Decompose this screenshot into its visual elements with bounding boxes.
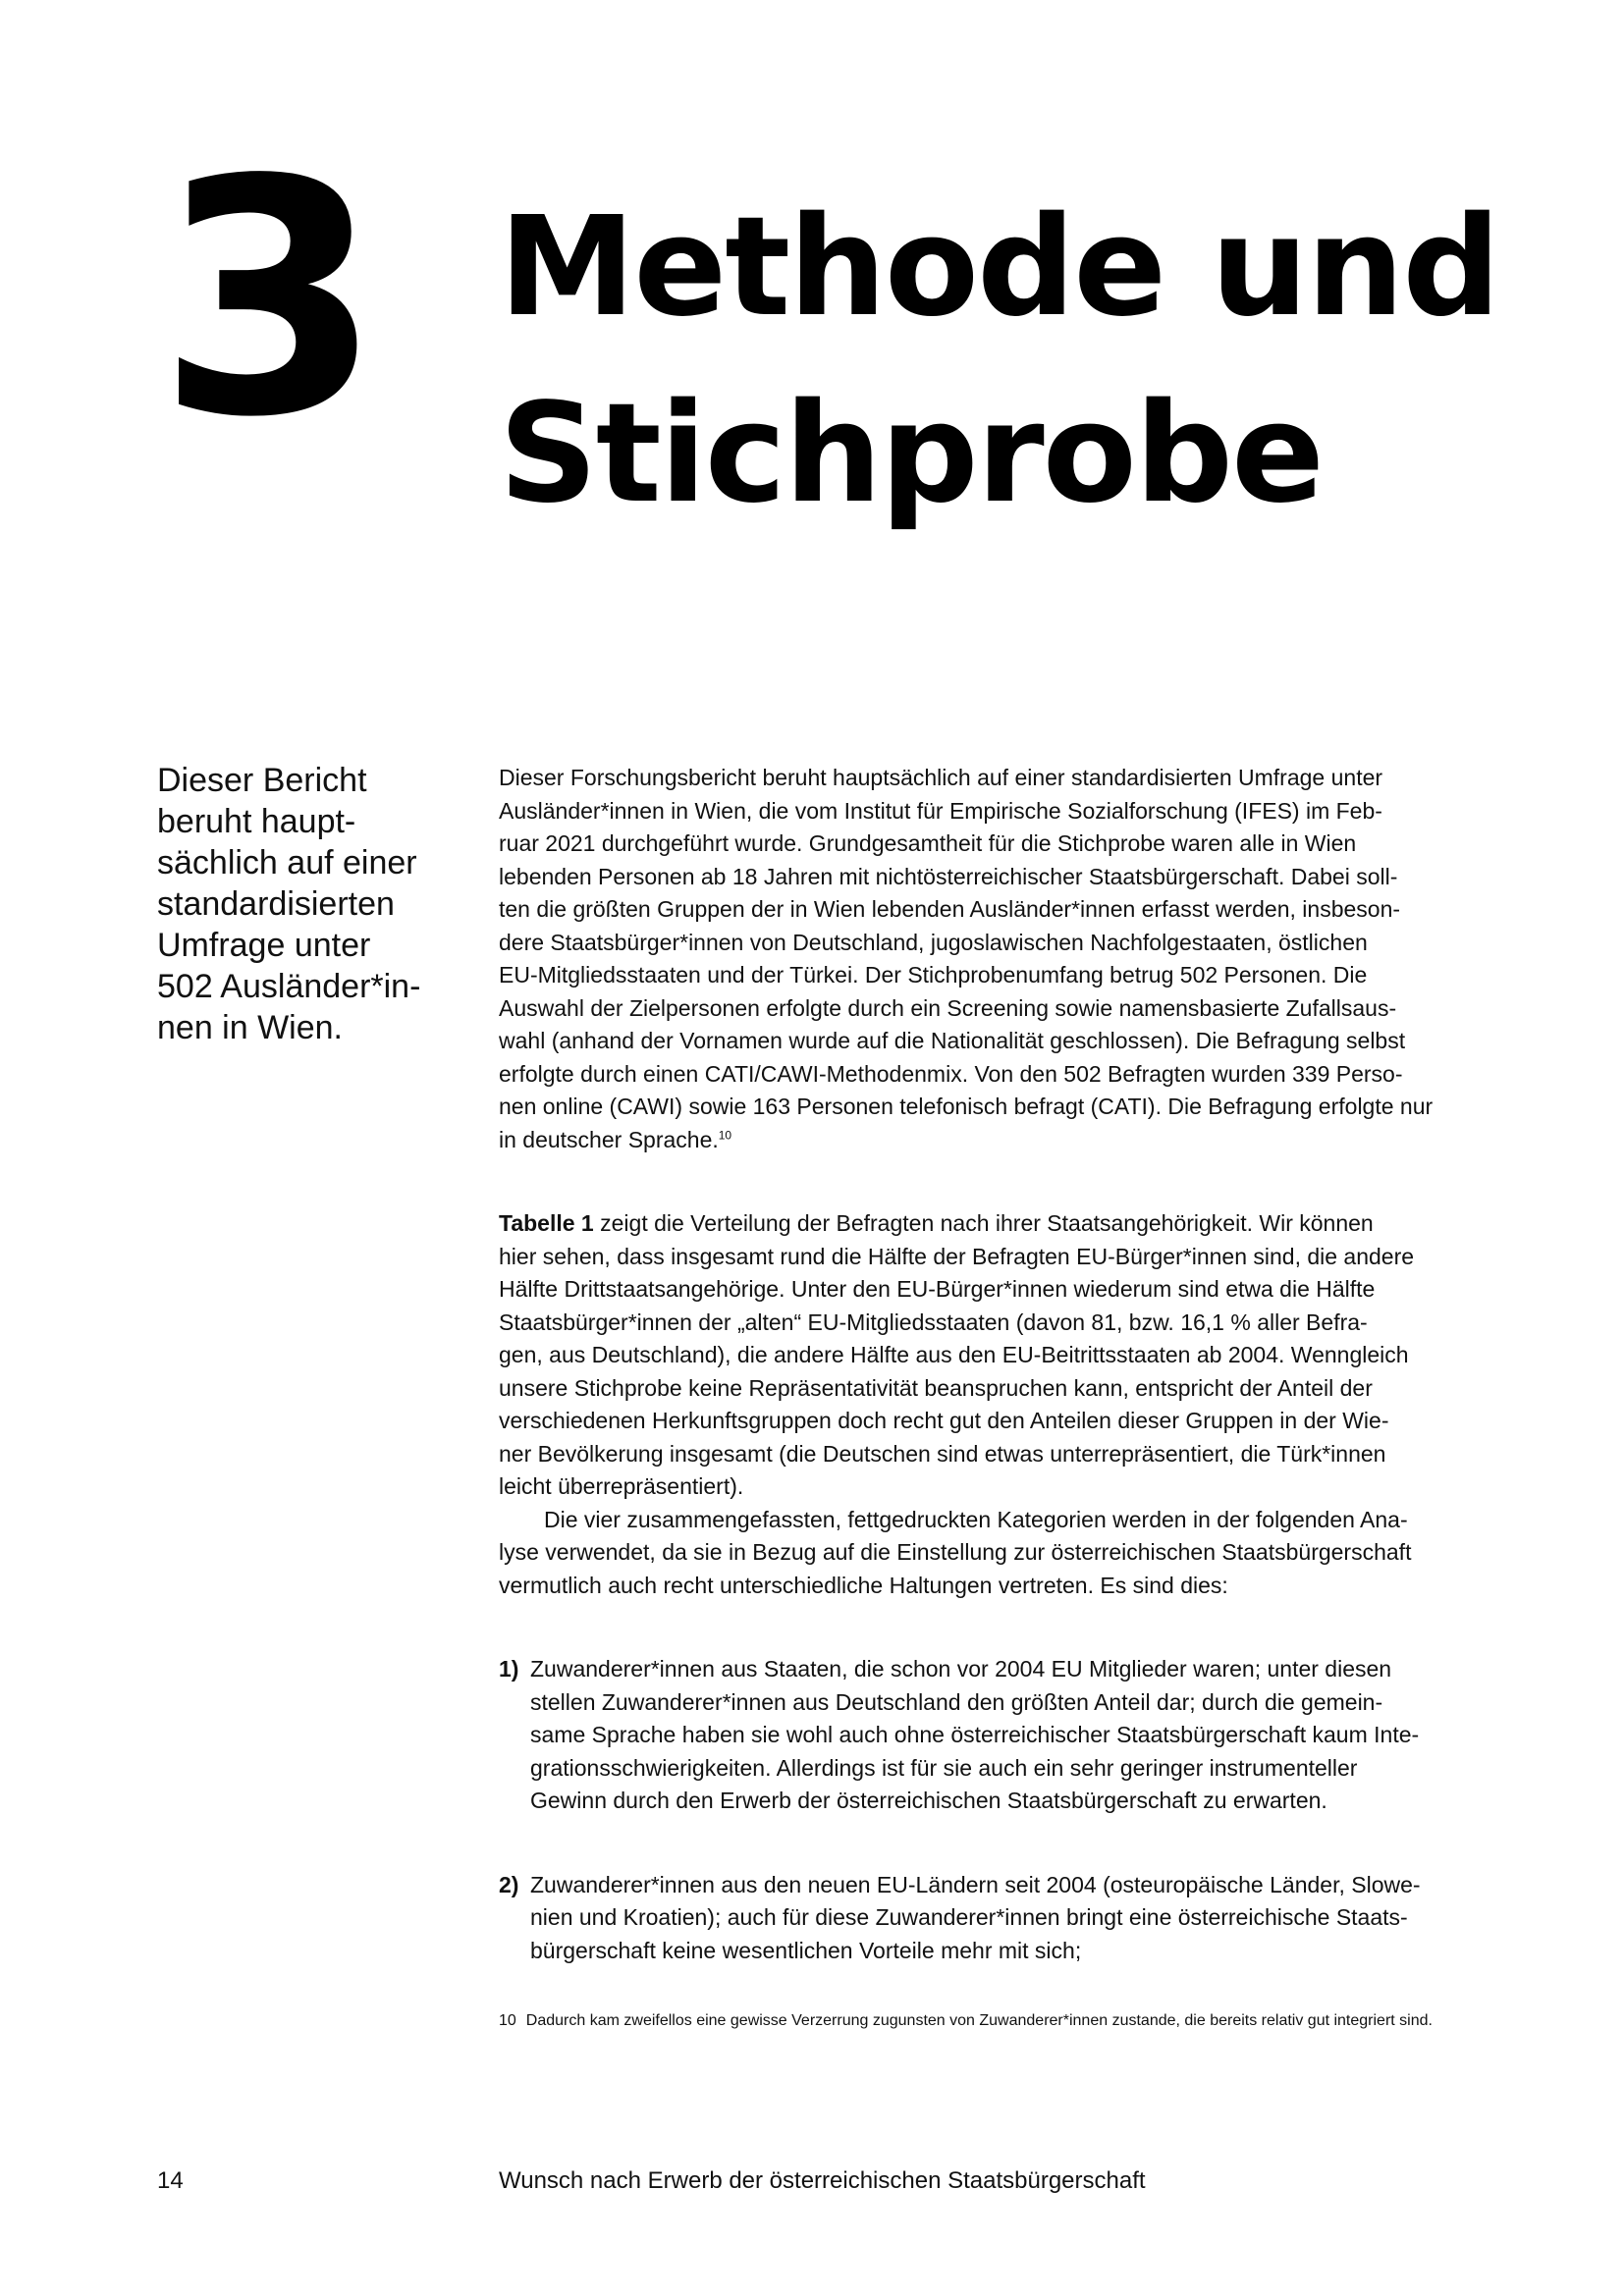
list-item-number: 1): [499, 1656, 519, 1682]
footnote-number: 10: [499, 2012, 516, 2029]
text-line: lebenden Personen ab 18 Jahren mit nichtösterreichischer Staatsbürgerschaft. Dabei soll-: [499, 863, 1398, 889]
text-line: hier sehen, dass insgesamt rund die Hälfte der Befragten EU-Bürger*innen sind, die andere: [499, 1243, 1415, 1269]
paragraph-spacer: [499, 1156, 1481, 1207]
pullquote-line: 502 Ausländer*in-: [157, 968, 421, 1005]
paragraph-spacer: [499, 1602, 1481, 1653]
text-line: ruar 2021 durchgeführt wurde. Grundgesamtheit für die Stichprobe waren alle in Wien: [499, 830, 1357, 856]
text-line: [499, 1124, 1481, 1157]
pullquote-line: Umfrage unter: [157, 927, 371, 964]
text-line: dere Staatsbürger*innen von Deutschland, jugoslawischen Nachfolgestaaten, östlichen: [499, 929, 1368, 955]
text-line: Dieser Forschungsbericht beruht hauptsächlich auf einer standardisierten Umfrage unter: [499, 765, 1383, 790]
text-line: [499, 1207, 1481, 1241]
text-line: lyse verwendet, da sie in Bezug auf die Einstellung zur österreichischen Staatsbürgerschaft: [499, 1539, 1412, 1565]
text-line: bürgerschaft keine wesentlichen Vorteile mehr mit sich;: [530, 1937, 1082, 1963]
text-line: wahl (anhand der Vornamen wurde auf die Nationalität geschlossen). Die Befragung selbst: [499, 1028, 1406, 1053]
text-line: Gewinn durch den Erwerb der österreichischen Staatsbürgerschaft zu erwarten.: [530, 1788, 1327, 1813]
text-line: erfolgte durch einen CATI/CAWI-Methodenmix. Von den 502 Befragten wurden 339 Perso-: [499, 1060, 1403, 1087]
text-line-content: in deutscher Sprache.: [499, 1126, 719, 1152]
text-line: verschiedenen Herkunftsgruppen doch recht gut den Anteilen dieser Gruppen in der Wie-: [499, 1408, 1389, 1433]
list-item: [499, 1653, 1481, 1818]
footnote-reference[interactable]: 10: [718, 1127, 732, 1142]
text-line: same Sprache haben sie wohl auch ohne österreichischer Staatsbürgerschaft kaum Inte-: [530, 1722, 1420, 1747]
pullquote-line: nen in Wien.: [157, 1009, 343, 1046]
chapter-title: [499, 175, 1540, 548]
pullquote-line: beruht haupt-: [157, 803, 356, 840]
text-line: Die vier zusammengefassten, fettgedruckten Kategorien werden in der folgenden Ana-: [544, 1506, 1408, 1532]
text-line: Ausländer*innen in Wien, die vom Institut für Empirische Sozialforschung (IFES) im Feb-: [499, 797, 1382, 824]
text-line: ner Bevölkerung insgesamt (die Deutschen sind etwas unterrepräsentiert, die Türk*innen: [499, 1440, 1386, 1467]
main-text-column: [499, 762, 1481, 1967]
text-line: leicht überrepräsentiert).: [499, 1473, 744, 1499]
chapter-number: 3: [157, 111, 373, 488]
paragraph-categories: [499, 1504, 1481, 1603]
text-line: unsere Stichprobe keine Repräsentativität beanspruchen kann, entspricht der Anteil der: [499, 1374, 1373, 1401]
pullquote-line: sächlich auf einer: [157, 844, 417, 881]
text-line-content: zeigt die Verteilung der Befragten nach ihrer Staatsangehörigkeit. Wir können: [593, 1210, 1374, 1236]
chapter-title-line: Stichprobe: [499, 374, 1324, 534]
text-line: gen, aus Deutschland), die andere Hälfte aus den EU-Beitrittsstaaten ab 2004. Wenngleich: [499, 1342, 1409, 1367]
text-line: vermutlich auch recht unterschiedliche Haltungen vertreten. Es sind dies:: [499, 1572, 1228, 1598]
chapter-title-line: Methode und: [499, 187, 1499, 347]
list-item-number: 2): [499, 1871, 519, 1897]
table-reference[interactable]: Tabelle 1: [499, 1210, 594, 1236]
text-line: Staatsbürger*innen der „alten“ EU-Mitgliedsstaaten (davon 81, bzw. 16,1 % aller Befra-: [499, 1308, 1368, 1335]
paragraph-table-description: [499, 1207, 1481, 1504]
text-line: Zuwanderer*innen aus Staaten, die schon vor 2004 EU Mitglieder waren; unter diesen: [530, 1656, 1392, 1682]
paragraph-spacer: [499, 1818, 1481, 1869]
running-footer-title: Wunsch nach Erwerb der österreichischen Staatsbürgerschaft: [499, 2167, 1146, 2194]
footnote: [499, 2010, 1481, 2032]
text-line: nen online (CAWI) sowie 163 Personen telefonisch befragt (CATI). Die Befragung erfolgte nur: [499, 1094, 1434, 1119]
page-number: 14: [157, 2167, 184, 2194]
pullquote-line: Dieser Bericht: [157, 762, 367, 799]
pullquote: [157, 760, 437, 1048]
pullquote-line: standardisierten: [157, 885, 395, 923]
text-line: Hälfte Drittstaatsangehörige. Unter den EU-Bürger*innen wiederum sind etwa die Hälfte: [499, 1276, 1376, 1302]
paragraph-method: [499, 762, 1481, 1156]
footnote-text: Dadurch kam zweifellos eine gewisse Verzerrung zugunsten von Zuwanderer*innen zustande, die bereits relativ gut integriert sind.: [525, 2012, 1433, 2029]
text-line: ten die größten Gruppen der in Wien lebenden Ausländer*innen erfasst werden, insbeson-: [499, 896, 1401, 922]
text-line: grationsschwierigkeiten. Allerdings ist für sie auch ein sehr geringer instrumenteller: [530, 1754, 1358, 1781]
list-item: [499, 1869, 1481, 1968]
text-line: Zuwanderer*innen aus den neuen EU-Ländern seit 2004 (osteuropäische Länder, Slowe-: [530, 1871, 1421, 1897]
text-line: stellen Zuwanderer*innen aus Deutschland den größten Anteil dar; durch die gemein-: [530, 1688, 1383, 1715]
text-line: Auswahl der Zielpersonen erfolgte durch ein Screening sowie namensbasierte Zufallsaus-: [499, 994, 1397, 1021]
text-line: nien und Kroatien); auch für diese Zuwanderer*innen bringt eine österreichische Staats-: [530, 1904, 1408, 1930]
text-line: EU-Mitgliedsstaaten und der Türkei. Der Stichprobenumfang betrug 502 Personen. Die: [499, 962, 1368, 988]
